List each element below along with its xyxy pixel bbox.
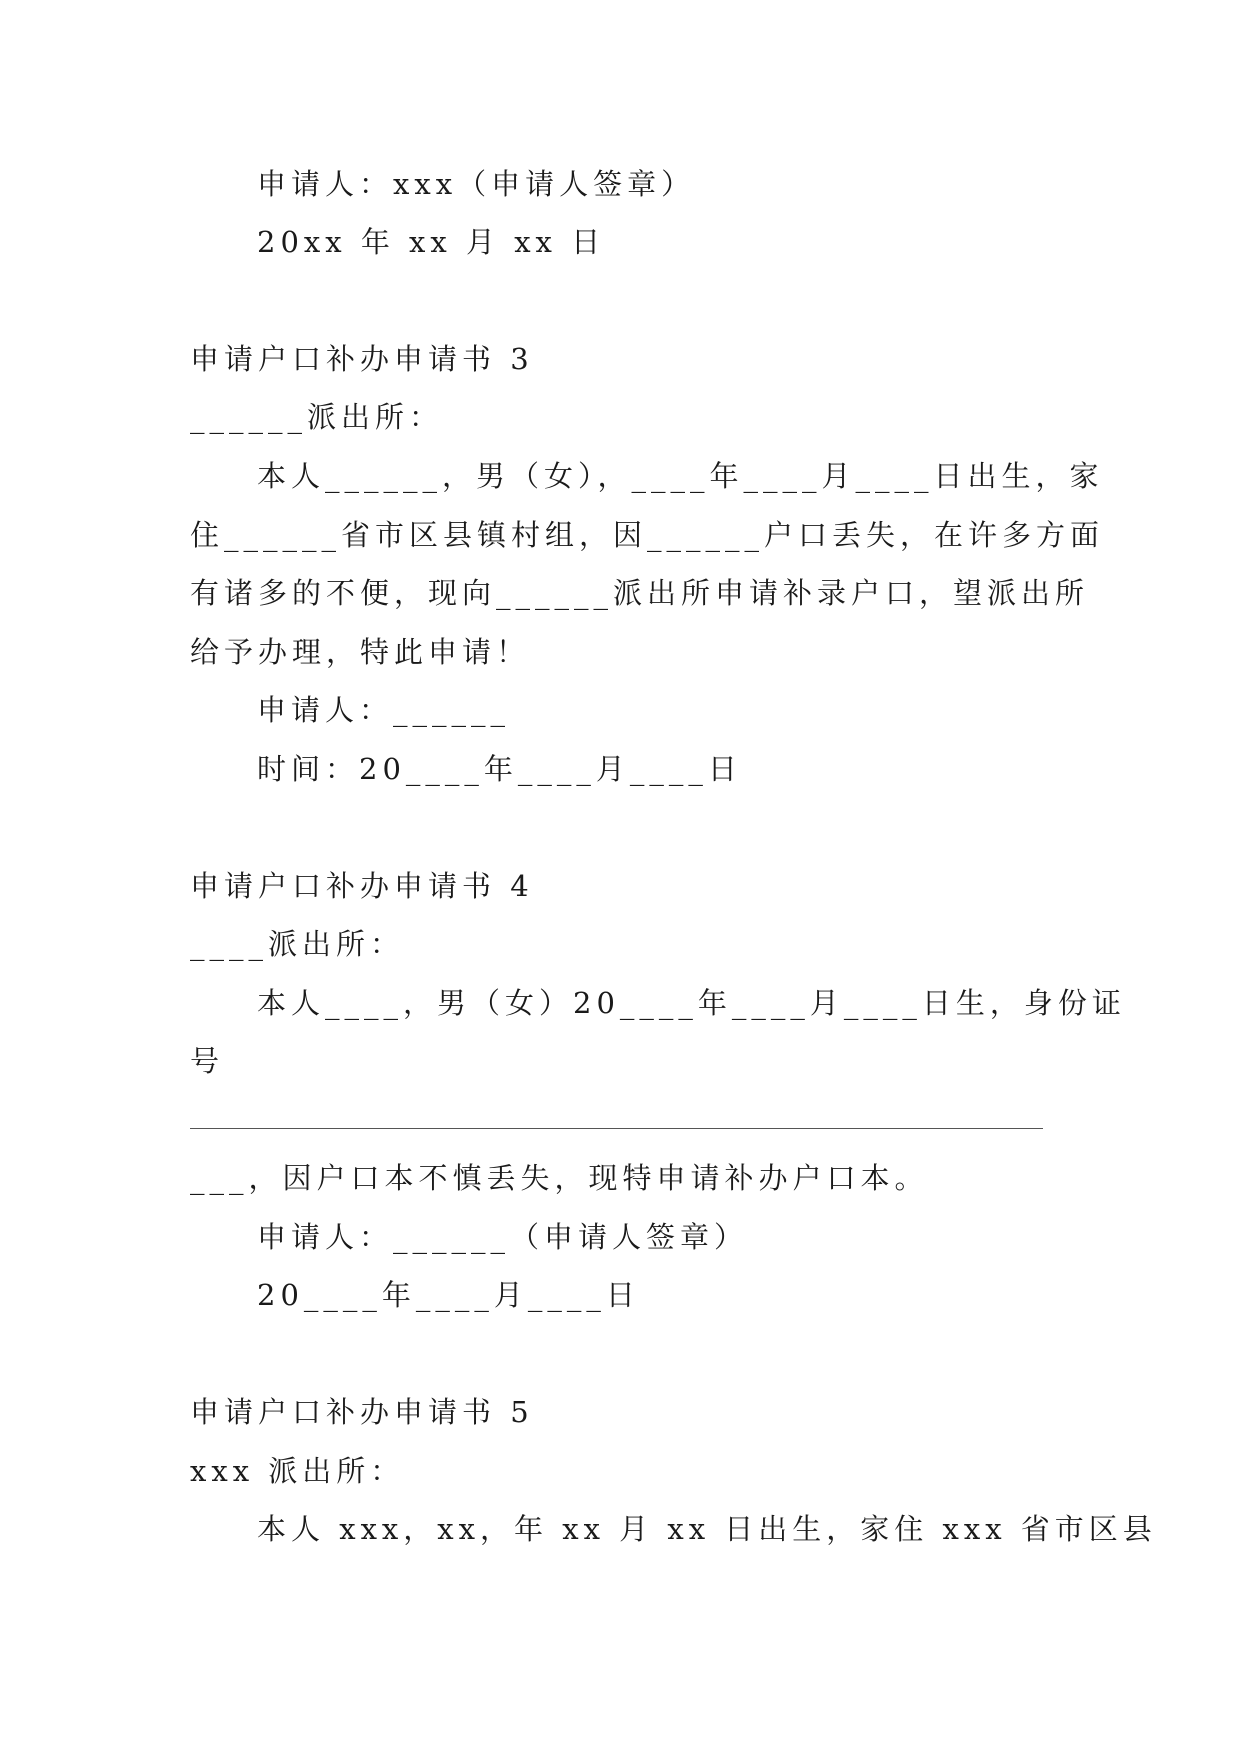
body-line: 本人______，男（女），____年____月____日出生，家: [257, 459, 1104, 493]
addressee-line: ____派出所：: [190, 927, 405, 961]
id-number-blank-rule: [190, 1128, 1043, 1129]
body-line: 号: [190, 1044, 225, 1078]
addressee-line: ______派出所：: [190, 400, 444, 434]
body-line: 本人 xxx，xx，年 xx 月 xx 日出生，家住 xxx 省市区县: [257, 1512, 1157, 1546]
body-line: ___，因户口本不慎丢失，现特申请补办户口本。: [190, 1161, 929, 1195]
body-line: 住______省市区县镇村组，因______户口丢失，在许多方面: [190, 518, 1105, 552]
date-line: 20xx 年 xx 月 xx 日: [257, 225, 606, 259]
section-heading-4: 申请户口补办申请书 4: [190, 869, 534, 903]
applicant-line: 申请人：______: [257, 693, 511, 727]
applicant-signature-line: 申请人：xxx（申请人签章）: [257, 167, 696, 201]
body-line: 有诸多的不便，现向______派出所申请补录户口，望派出所: [190, 576, 1090, 610]
body-line: 给予办理，特此申请！: [190, 635, 531, 669]
applicant-signature-line: 申请人：______（申请人签章）: [257, 1220, 749, 1254]
body-line: 本人____，男（女）20____年____月____日生，身份证: [257, 986, 1126, 1020]
addressee-line: xxx 派出所：: [190, 1454, 405, 1488]
time-line: 时间：20____年____月____日: [257, 752, 742, 786]
section-heading-3: 申请户口补办申请书 3: [190, 342, 534, 376]
date-line: 20____年____月____日: [257, 1278, 640, 1312]
section-heading-5: 申请户口补办申请书 5: [190, 1395, 534, 1429]
